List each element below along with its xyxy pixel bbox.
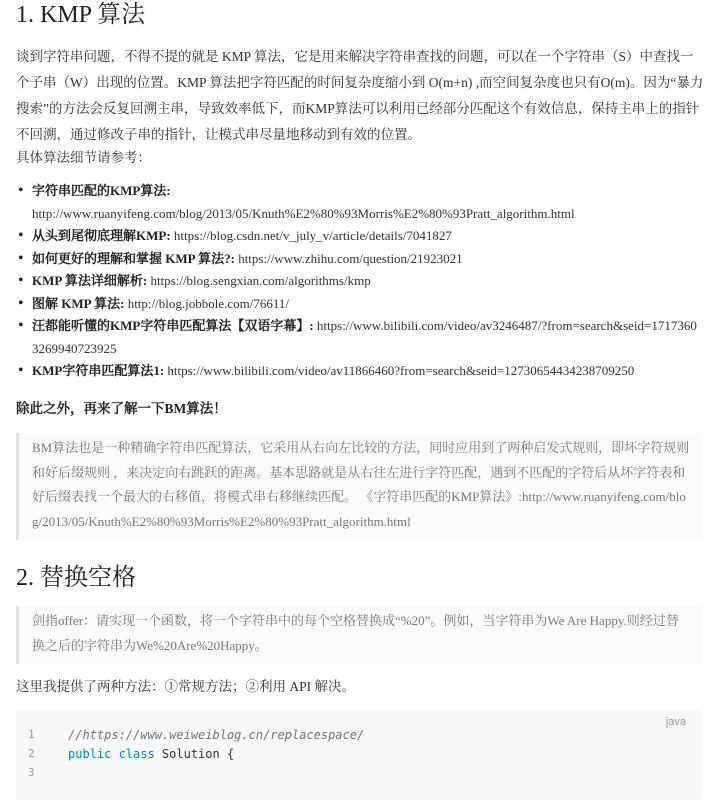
line-number: 1 [28, 728, 35, 741]
code-comment: //https://www.weiweiblog.cn/replacespace/ [68, 728, 365, 742]
ref-link[interactable]: http://blog.jobbole.com/76611/ [127, 295, 289, 311]
bm-title: 除此之外，再来了解一下BM算法！ [16, 401, 227, 416]
code-plain: Solution { [154, 747, 235, 761]
line-number: 2 [28, 747, 35, 760]
code-language-label: java [665, 716, 686, 728]
ref-title: 如何更好的理解和掌握 KMP 算法?: [32, 250, 235, 266]
ref-link[interactable]: https://www.bilibili.com/video/av3246487/?from=search&seid=17173603269940723925 [32, 318, 697, 356]
list-item [32, 180, 700, 225]
bm-quote-text: BM算法也是一种精确字符串匹配算法，它采用从右向左比较的方法，同时应用到了两种启发式规则，即坏字符规则 和好后缀规则 ，来决定向右跳跃的距离。基本思路就是从右往左进行字符匹配，遇到不匹配的字符后从坏字符表和好后缀表找一个最大的右移值，将模式串右移继续匹配。 《字符串匹配的KMP算法》:http://www.ruanyifeng.com/blog/2013/05/Knuth%E2%80%93Morris%E2%80%93Pratt_algorithm.html [32, 440, 690, 529]
code-block[interactable] [16, 710, 702, 800]
kmp-intro-paragraph: 谈到字符串问题，不得不提的就是 KMP 算法，它是用来解决字符串查找的问题，可以在一个字符串（S）中查找一个子串（W）出现的位置。KMP 算法把字符匹配的时间复杂度缩小到 O(m+n) ,而空间复杂度也只有O(m)。因为“暴力搜索”的方法会反复回溯主串，导致效率低下，而KMP算法可以利用已经部分匹配这个有效信息，保持主串上的指针不回溯，通过修改子串的指针，让模式串尽量地移动到有效的位置。 [16, 49, 704, 142]
ref-title: 字符串匹配的KMP算法: [32, 183, 171, 198]
ref-title: 汪都能听懂的KMP字符串匹配算法【双语字幕】: [32, 318, 314, 333]
list-item [32, 225, 700, 248]
code-line [16, 762, 702, 784]
ref-intro-text: 具体算法细节请参考： [16, 150, 151, 165]
ref-title: 从头到尾彻底理解KMP: [32, 228, 171, 243]
list-item [32, 315, 700, 360]
code-keyword: public class [68, 747, 155, 761]
reference-list [0, 180, 700, 383]
ref-title: 图解 KMP 算法: [32, 295, 125, 311]
methods-text: 这里我提供了两种方法：①常规方法；②利用 API 解决。 [16, 679, 356, 694]
list-item [32, 270, 700, 293]
problem-blockquote [16, 606, 702, 664]
ref-link[interactable]: https://www.bilibili.com/video/av11866460?from=search&seid=12730654434238709250 [167, 363, 635, 378]
section-heading-kmp: 1. KMP 算法 [16, 2, 146, 28]
list-item [32, 360, 700, 383]
section-heading-replace-space: 2. 替换空格 [16, 565, 136, 591]
ref-title: KMP 算法详细解析: [32, 273, 148, 288]
ref-title: KMP字符串匹配算法1: [32, 363, 165, 378]
problem-quote-text: 剑指offer：请实现一个函数，将一个字符串中的每个空格替换成“%20”。例如，当字符串为We Are Happy.则经过替换之后的字符串为We%20Are%20Happy。 [32, 613, 679, 653]
list-item [32, 293, 700, 316]
bm-blockquote [16, 433, 702, 540]
line-number: 3 [28, 766, 35, 779]
list-item [32, 248, 700, 271]
ref-link[interactable]: https://blog.sengxian.com/algorithms/kmp [150, 273, 371, 288]
ref-link[interactable]: https://www.zhihu.com/question/21923021 [238, 250, 463, 266]
ref-link[interactable]: http://www.ruanyifeng.com/blog/2013/05/Knuth%E2%80%93Morris%E2%80%93Pratt_algorithm.html [32, 205, 575, 221]
ref-link[interactable]: https://blog.csdn.net/v_july_v/article/details/7041827 [173, 228, 452, 243]
